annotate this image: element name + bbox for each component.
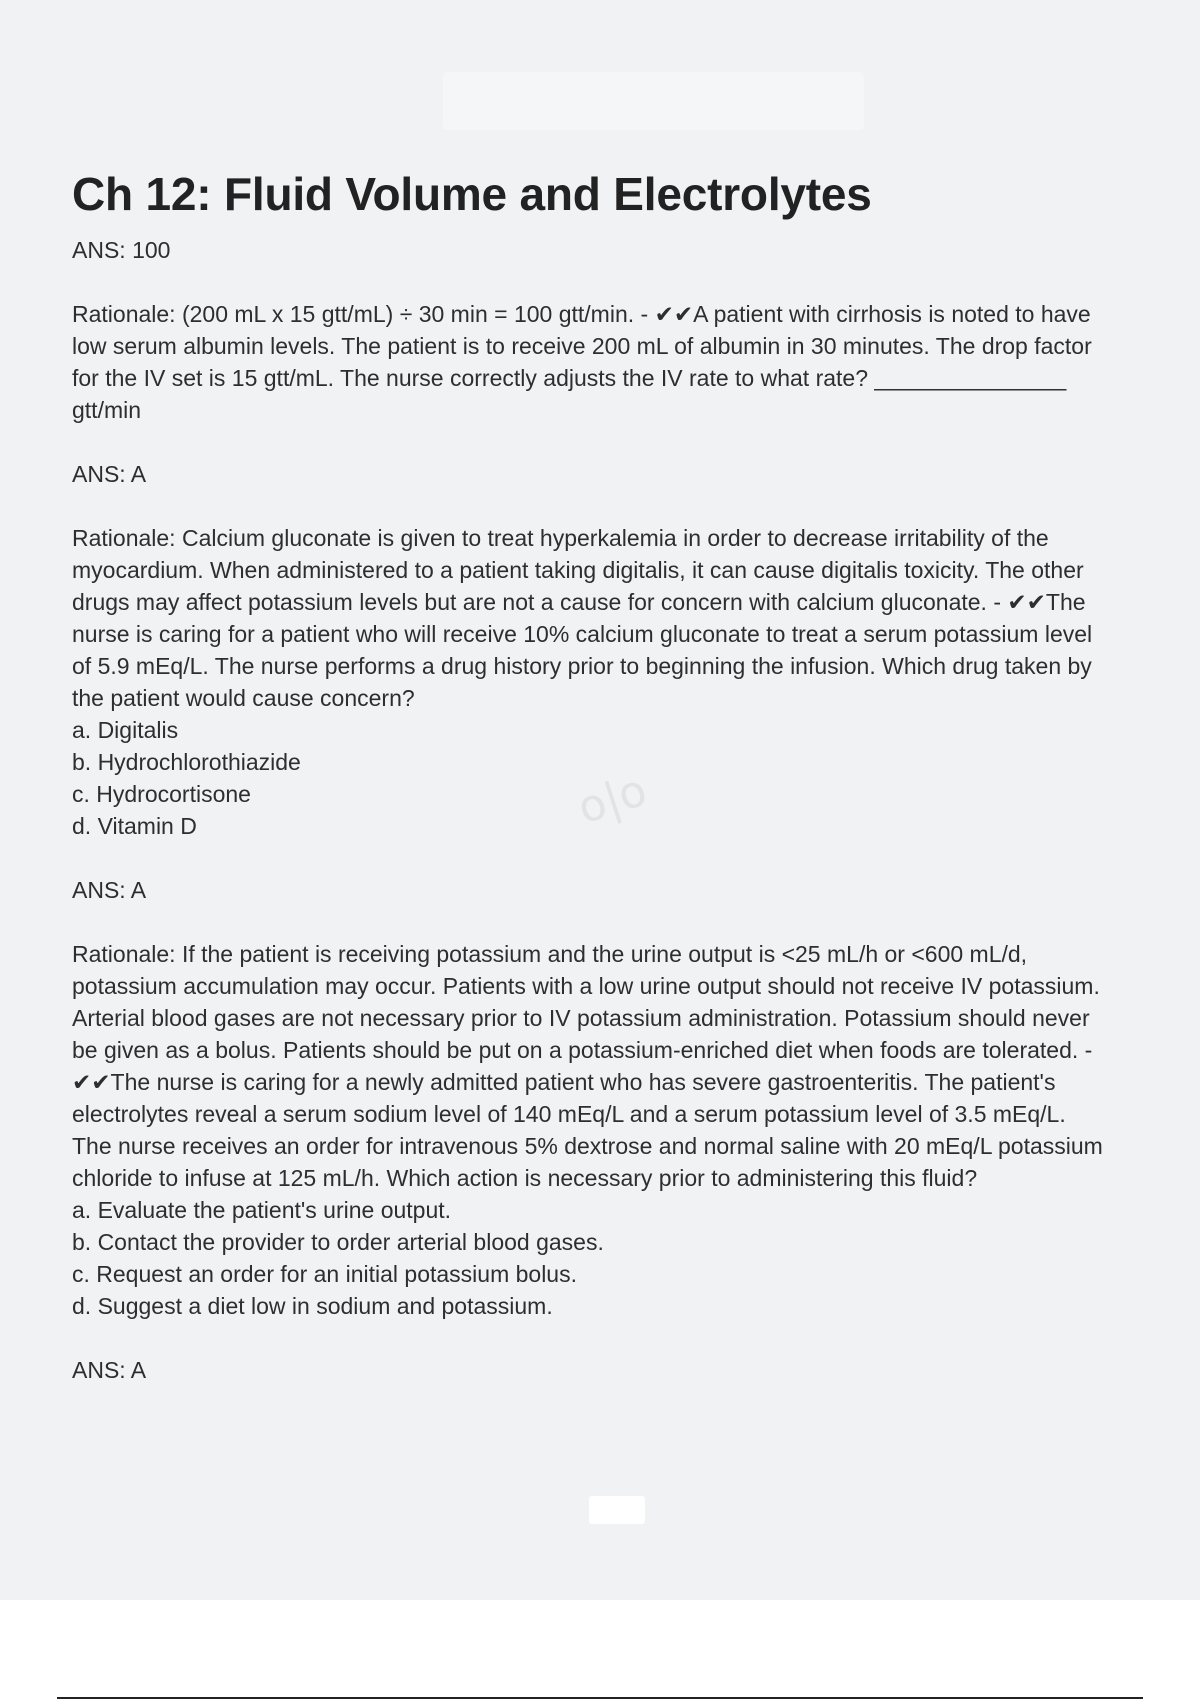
spacer	[72, 490, 1162, 522]
spacer	[72, 1322, 1162, 1354]
spacer	[72, 426, 1162, 458]
option-item: b. Contact the provider to order arterial blood gases.	[72, 1229, 604, 1255]
option-item: c. Hydrocortisone	[72, 781, 251, 807]
footer-divider	[57, 1697, 1143, 1699]
spacer	[72, 906, 1162, 938]
answer-1: ANS: 100	[72, 237, 171, 263]
watermark-logo: o|o	[571, 764, 653, 835]
option-item: d. Vitamin D	[72, 813, 197, 839]
answer-3: ANS: A	[72, 877, 147, 903]
option-item: b. Hydrochlorothiazide	[72, 749, 301, 775]
options-list-3	[72, 1194, 1162, 1322]
option-item: a. Evaluate the patient's urine output.	[72, 1197, 452, 1223]
spacer	[72, 266, 1162, 298]
header-placeholder	[443, 72, 864, 130]
page-number-box	[589, 1496, 645, 1524]
answer-4: ANS: A	[72, 1357, 147, 1383]
page-title: Ch 12: Fluid Volume and Electrolytes	[72, 168, 872, 220]
rationale-1: Rationale: (200 mL x 15 gtt/mL) ÷ 30 min = 100 gtt/min. - ✔✔A patient with cirrhosis is noted to have low serum albumin levels. The patient is to receive 200 mL of albumin in 30 minutes. The drop factor for the IV set is 15 gtt/mL. The nurse correctly adjusts the IV rate to what rate? _______________ gtt/min	[72, 301, 1092, 423]
option-item: d. Suggest a diet low in sodium and potassium.	[72, 1293, 553, 1319]
answer-2: ANS: A	[72, 461, 147, 487]
rationale-3: Rationale: If the patient is receiving potassium and the urine output is <25 mL/h or <600 mL/d, potassium accumulation may occur. Patients with a low urine output should not receive IV potassium. Arterial blood gases are not necessary prior to IV potassium administration. Potassium should never be given as a bolus. Patients should be put on a potassium-enriched diet when foods are tolerated. - ✔✔The nurse is caring for a newly admitted patient who has severe gastroenteritis. The patient's electrolytes reveal a serum sodium level of 140 mEq/L and a serum potassium level of 3.5 mEq/L. The nurse receives an order for intravenous 5% dextrose and normal saline with 20 mEq/L potassium chloride to infuse at 125 mL/h. Which action is necessary prior to administering this fluid?	[72, 941, 1103, 1191]
spacer	[72, 842, 1162, 874]
rationale-2: Rationale: Calcium gluconate is given to treat hyperkalemia in order to decrease irritability of the myocardium. When administered to a patient taking digitalis, it can cause digitalis toxicity. The other drugs may affect potassium levels but are not a cause for concern with calcium gluconate. - ✔✔The nurse is caring for a patient who will receive 10% calcium gluconate to treat a serum potassium level of 5.9 mEq/L. The nurse performs a drug history prior to beginning the infusion. Which drug taken by the patient would cause concern?	[72, 525, 1093, 711]
option-item: a. Digitalis	[72, 717, 179, 743]
option-item: c. Request an order for an initial potassium bolus.	[72, 1261, 577, 1287]
